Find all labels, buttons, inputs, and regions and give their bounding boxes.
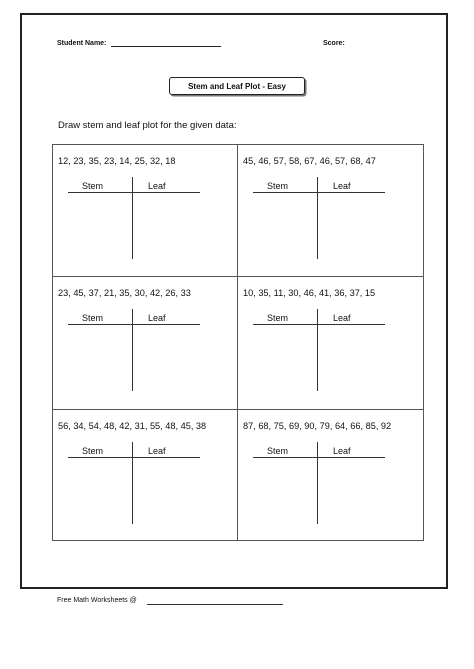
problem-1[interactable]	[52, 144, 237, 277]
problem-data: 56, 34, 54, 48, 42, 31, 55, 48, 45, 38	[58, 421, 207, 431]
score-label: Score:	[323, 40, 345, 47]
problem-data: 23, 45, 37, 21, 35, 30, 42, 26, 33	[58, 288, 191, 298]
stem-header: Stem	[267, 181, 289, 191]
plot-header-rule	[253, 457, 385, 458]
plot-header-rule	[253, 192, 385, 193]
worksheet-title: Stem and Leaf Plot - Easy	[169, 77, 305, 95]
plot-header-rule	[68, 192, 200, 193]
plot-header-rule	[68, 457, 200, 458]
stem-header: Stem	[82, 313, 104, 323]
stem-header: Stem	[82, 446, 104, 456]
plot-header-rule	[253, 324, 385, 325]
stem-divider	[132, 442, 133, 524]
problem-5[interactable]	[52, 409, 237, 542]
leaf-header: Leaf	[148, 446, 166, 456]
stem-divider	[132, 177, 133, 259]
leaf-header: Leaf	[148, 313, 166, 323]
plot-header-rule	[68, 324, 200, 325]
problem-data: 87, 68, 75, 69, 90, 79, 64, 66, 85, 92	[243, 421, 392, 431]
problem-data: 45, 46, 57, 58, 67, 46, 57, 68, 47	[243, 156, 376, 166]
problem-data: 12, 23, 35, 23, 14, 25, 32, 18	[58, 156, 176, 166]
leaf-header: Leaf	[148, 181, 166, 191]
footer-text: Free Math Worksheets @	[57, 597, 137, 604]
leaf-header: Leaf	[333, 313, 351, 323]
footer-link-line[interactable]	[147, 604, 283, 605]
stem-divider	[317, 309, 318, 391]
stem-header: Stem	[82, 181, 104, 191]
stem-divider	[317, 177, 318, 259]
leaf-header: Leaf	[333, 181, 351, 191]
stem-divider	[317, 442, 318, 524]
instruction-text: Draw stem and leaf plot for the given data:	[58, 120, 237, 131]
student-name-label: Student Name:	[57, 40, 107, 47]
problem-4[interactable]	[237, 276, 422, 409]
problem-6[interactable]	[237, 409, 422, 542]
leaf-header: Leaf	[333, 446, 351, 456]
problem-data: 10, 35, 11, 30, 46, 41, 36, 37, 15	[243, 288, 376, 298]
stem-header: Stem	[267, 446, 289, 456]
stem-header: Stem	[267, 313, 289, 323]
student-name-field[interactable]	[111, 46, 221, 47]
problem-2[interactable]	[237, 144, 422, 277]
problem-3[interactable]	[52, 276, 237, 409]
stem-divider	[132, 309, 133, 391]
